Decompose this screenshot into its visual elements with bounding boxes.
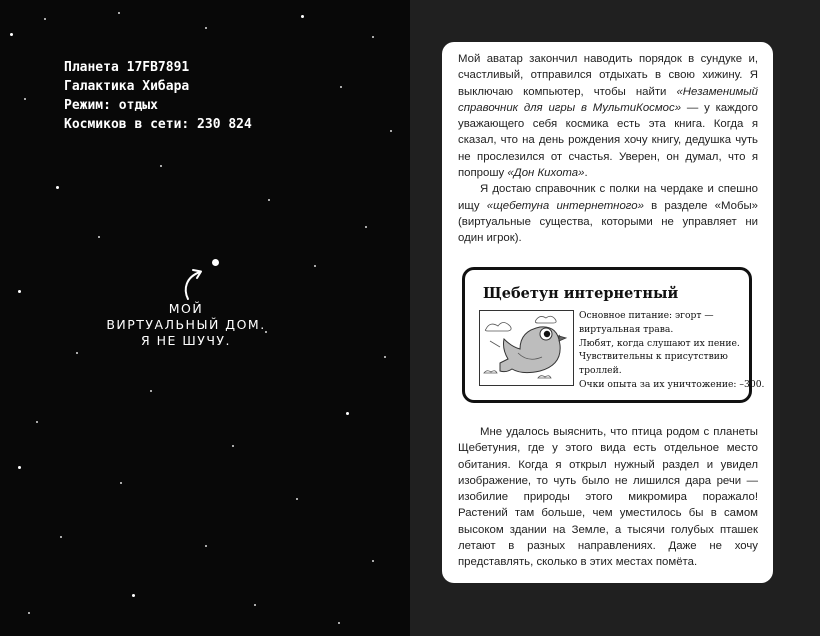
- star: [268, 199, 270, 201]
- star: [296, 498, 298, 500]
- description-line: троллей.: [579, 365, 622, 377]
- paragraph: Мне удалось выяснить, что птица родом с планеты Щебетуния, где у этого вида есть отдельное место обитания. Когда я открыл нужный раздел и увидел изображение, то чуть было не лишился дара речи — изобилие природы этого микромира поражало! Растений там больше, чем уместилось бы в самом высоком здании на Земле, а тысячи голубых пташек летают в разных направлениях. Даже не хочу представлять, сколько в этих местах помёта.: [458, 426, 758, 569]
- text-run: в разделе «Мобы» (виртуальные существа, которыми не управляет ни один игрок).: [458, 199, 758, 245]
- status-panel: [64, 58, 252, 134]
- curved-arrow-icon: [180, 267, 210, 301]
- description-line: Очки опыта за их уничтожение: –300.: [579, 378, 765, 390]
- text-run: Мой аватар закончил наводить порядок в сундуке и, счастливый, отправился отдыхать в свою хижину. Я выключаю компьютер, чтобы найти: [458, 53, 758, 98]
- star: [36, 421, 38, 423]
- text-block-top: [458, 51, 758, 247]
- star: [232, 445, 234, 447]
- mode-label: Режим: отдых: [64, 98, 158, 113]
- star: [384, 356, 386, 358]
- star: [254, 604, 256, 606]
- description-line: виртуальная трава.: [579, 323, 674, 335]
- bird-illustration: [479, 310, 574, 386]
- star: [390, 130, 392, 132]
- handwritten-caption: [96, 301, 276, 349]
- text-block-bottom: [458, 424, 758, 571]
- star: [10, 33, 13, 36]
- description-line: Любят, когда слушают их пение.: [579, 337, 740, 349]
- star: [60, 536, 62, 538]
- info-box-description: [579, 309, 765, 392]
- star: [56, 186, 59, 189]
- bird-icon: [480, 311, 573, 385]
- caption-line: МОЙ: [168, 301, 204, 316]
- book-title: «Незаменимый справочник для игры в МультиКосмос»: [458, 85, 758, 114]
- star: [205, 27, 207, 29]
- star: [18, 466, 21, 469]
- star: [372, 36, 374, 38]
- star: [132, 594, 135, 597]
- star: [28, 612, 30, 614]
- text-run: — у каждого уважающего себя космика есть эта книга. Когда я сказал, что на день рождения хочу книгу, дедушка чуть не прослезился от счастья. Уверен, он думал, что я попрошу: [458, 101, 758, 180]
- online-count-label: Космиков в сети: 230 824: [64, 117, 252, 132]
- galaxy-label: Галактика Хибара: [64, 79, 190, 94]
- star: [340, 86, 342, 88]
- star: [160, 165, 162, 167]
- star: [24, 98, 26, 100]
- mob-name: «щебетуна интернетного»: [486, 199, 644, 212]
- star: [18, 290, 21, 293]
- star: [44, 18, 46, 20]
- star: [346, 412, 349, 415]
- star: [338, 622, 340, 624]
- caption-line: Я НЕ ШУЧУ.: [140, 333, 232, 348]
- info-box-title: Щебетун интернетный: [483, 285, 679, 302]
- home-planet-dot: [212, 259, 219, 266]
- star: [314, 265, 316, 267]
- star: [120, 482, 122, 484]
- star: [76, 352, 78, 354]
- book-title: «Дон Кихота»: [507, 167, 585, 180]
- planet-label: Планета 17FB7891: [64, 60, 190, 75]
- caption-line: ВИРТУАЛЬНЫЙ ДОМ.: [106, 317, 266, 332]
- mob-info-box: [462, 267, 765, 403]
- description-line: Основное питание: эгорт —: [579, 310, 714, 321]
- text-run: .: [584, 167, 588, 180]
- star: [98, 236, 100, 238]
- paragraph: [458, 181, 758, 246]
- text-run: Я достаю справочник с полки на чердаке и спешно ищу: [458, 183, 758, 212]
- star: [118, 12, 120, 14]
- star: [365, 226, 367, 228]
- star: [372, 560, 374, 562]
- star: [150, 390, 152, 392]
- paragraph: [458, 51, 758, 181]
- star: [205, 545, 207, 547]
- description-line: Чувствительны к присутствию: [579, 351, 728, 363]
- star: [301, 15, 304, 18]
